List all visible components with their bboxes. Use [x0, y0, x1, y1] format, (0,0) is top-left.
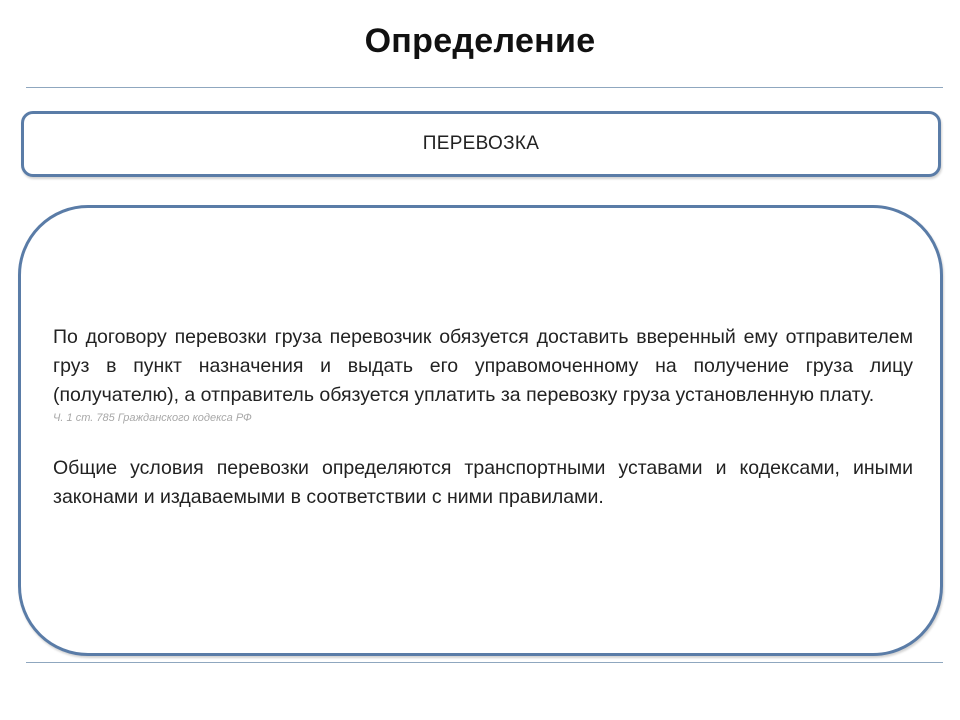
divider-bottom: [26, 662, 943, 663]
definition-paragraph: По договору перевозки груза перевозчик обязуется доставить вверенный ему отправителем груз в пункт назначения и выдать его управомоченному на получение груза лицу (получателю), а отправитель обязуется уплатить за перевозку груза установленную плату.: [53, 326, 913, 406]
term-box: [21, 111, 941, 177]
definition-box: [18, 205, 943, 656]
term-label: ПЕРЕВОЗКА: [422, 133, 540, 154]
general-conditions-paragraph: Общие условия перевозки определяются транспортными уставами и кодексами, иными законами и издаваемыми в соответствии с ними правилами.: [53, 457, 913, 508]
legal-citation: Ч. 1 ст. 785 Гражданского кодекса РФ: [53, 412, 252, 424]
slide-title: Определение: [364, 22, 596, 60]
definition-content: [53, 323, 913, 512]
divider-top: [26, 87, 943, 88]
